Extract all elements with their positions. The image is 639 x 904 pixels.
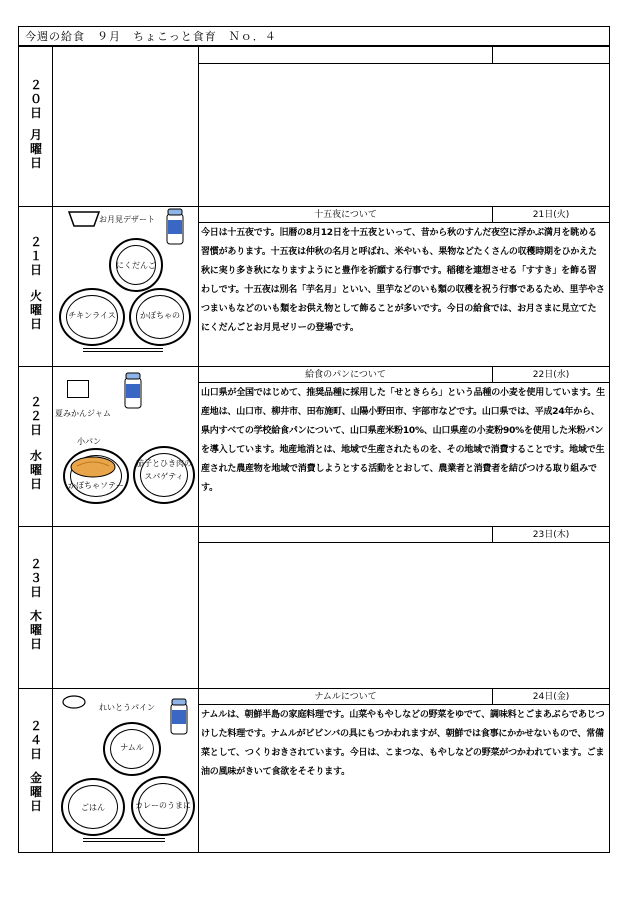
weekday-char: 日 (29, 156, 42, 170)
weekday-char: 日 (29, 637, 42, 651)
chopsticks-icon (83, 838, 165, 842)
weekday-char: 曜 (29, 623, 42, 637)
menu-item-label: チキンライス (68, 311, 116, 320)
menu-illustration-area (53, 366, 199, 526)
day-row-22 (19, 366, 609, 527)
day-column (19, 47, 53, 206)
menu-item-label: ナムル (120, 743, 144, 752)
weekday-char: 曜 (29, 303, 42, 317)
topic-date: 23日(木) (532, 530, 570, 540)
menu-item-label: かぼちゃの (140, 311, 180, 320)
info-header (199, 206, 609, 223)
day-number-digit: ２ (29, 557, 42, 571)
plate-icon (129, 288, 191, 346)
topic-date: 22日(水) (532, 370, 570, 380)
menu-item-label: お月見デザート (99, 215, 155, 224)
day-column (19, 206, 53, 366)
info-header (199, 366, 609, 383)
menu-item-label: ごはん (81, 803, 105, 812)
menu-item-label: 小パン (77, 437, 101, 446)
day-suffix: 日 (29, 263, 42, 277)
day-column (19, 366, 53, 526)
day-number-digit: ３ (29, 571, 42, 585)
weekday-char: 木 (29, 609, 42, 623)
plate-icon (61, 778, 125, 836)
page-title: 今週の給食 ９月 ちょこっと食育 Ｎｏ．４ (18, 26, 610, 46)
topic-title: 給食のパンについて (199, 366, 493, 382)
plate-icon (63, 448, 129, 504)
milk-bottle-icon (123, 372, 143, 410)
day-row-20 (19, 47, 609, 207)
info-column (199, 526, 609, 688)
menu-illustration-area (53, 47, 199, 206)
info-header (199, 688, 609, 705)
bread-roll-icon (69, 454, 117, 478)
jam-cup-icon (67, 380, 89, 398)
weekday-char: 月 (29, 128, 42, 142)
weekday-char: 曜 (29, 142, 42, 156)
menu-illustration-area (53, 688, 199, 852)
weekday-char: 日 (29, 477, 42, 491)
day-column (19, 526, 53, 688)
weekday-char: 日 (29, 317, 42, 331)
day-row-23 (19, 526, 609, 689)
fruit-cup-icon (61, 694, 87, 710)
plate-icon (59, 288, 125, 346)
day-suffix: 日 (29, 747, 42, 761)
day-number-digit: ２ (29, 719, 42, 733)
topic-title (199, 526, 493, 542)
info-header (199, 47, 609, 64)
menu-item-label: かぼちゃソテー (68, 481, 124, 490)
info-header (199, 526, 609, 543)
info-column (199, 688, 609, 852)
info-column (199, 366, 609, 526)
info-column (199, 47, 609, 206)
plate-icon (131, 776, 195, 836)
topic-date: 21日(火) (532, 210, 570, 220)
day-suffix: 日 (29, 423, 42, 437)
topic-body: 今日は十五夜です。旧暦の8月12日を十五夜といって、昔から秋のすんだ夜空に浮かぶ満月を眺める習慣があります。十五夜は仲秋の名月と呼ばれ、米やいも、果物などたくさんの収穫時期をひかえた秋に実り多き秋になりますようにと豊作を祈願する行事です。稲穂を連想させる「すすき」を飾る習わしです。十五夜は別名「芋名月」といい、里芋などのいも類の収穫を祝う行事であるため、里芋やさつまいもなどのいも類をお供え物として飾ることが多いです。今日の給食では、お月さまに見立てたにくだんごとお月見ゼリーの登場です。 (201, 228, 605, 333)
menu-illustration-area (53, 526, 199, 688)
menu-table (18, 46, 610, 853)
menu-item-label: れいとうパイン (99, 703, 155, 712)
day-suffix: 日 (29, 106, 42, 120)
menu-item-label: スパゲティ (144, 472, 184, 481)
weekday-char: 曜 (29, 785, 42, 799)
topic-title: 十五夜について (199, 206, 493, 222)
info-column (199, 206, 609, 366)
plate-icon (133, 446, 195, 504)
menu-illustration-area (53, 206, 199, 366)
milk-bottle-icon (165, 208, 185, 246)
day-number-digit: ２ (29, 235, 42, 249)
topic-date (493, 47, 609, 63)
day-number-digit: ０ (29, 92, 42, 106)
chopsticks-icon (83, 348, 163, 352)
day-number-digit: １ (29, 249, 42, 263)
menu-item-label: にくだんご (116, 261, 156, 270)
menu-item-label: カレーのうまに (135, 801, 191, 810)
weekday-char: 日 (29, 799, 42, 813)
day-suffix: 日 (29, 585, 42, 599)
dessert-cup-icon (67, 210, 101, 228)
day-number-digit: ４ (29, 733, 42, 747)
topic-date: 24日(金) (532, 692, 570, 702)
weekday-char: 火 (29, 289, 42, 303)
topic-body: ナムルは、朝鮮半島の家庭料理です。山菜やもやしなどの野菜をゆでて、調味料とごまあぶらであじつけした料理です。ナムルがビビンバの具にもつかわれますが、朝鮮では食事にかかせないもので、常備菜として、つくりおきされています。今日は、こまつな、もやしなどの野菜がつかわれています。ごま油の風味がきいて食欲をそそります。 (201, 710, 605, 777)
day-row-21 (19, 206, 609, 367)
day-row-24 (19, 688, 609, 852)
weekday-char: 曜 (29, 463, 42, 477)
weekday-char: 金 (29, 771, 42, 785)
day-column (19, 688, 53, 852)
day-number-digit: ２ (29, 78, 42, 92)
plate-icon (103, 722, 161, 776)
day-number-digit: ２ (29, 409, 42, 423)
topic-body: 山口県が全国ではじめて、推奨品種に採用した「せときらら」という品種の小麦を使用しています。生産地は、山口市、柳井市、田布施町、山陽小野田市、宇部市などです。山口県では、平成24年から、県内すべての学校給食パンについて、山口県産米粉10%、山口県産の小麦粉90%を使用した米粉パンを導入しています。地産地消とは、地域で生産されたものを、その地域で消費することです。地域で生産された農産物を地域で消費しようとする活動をとおして、農業者と消費者を結びつける取り組みです。 (201, 388, 605, 493)
topic-title (199, 47, 493, 63)
menu-item-label: 茄子とひき肉の (136, 459, 192, 468)
menu-item-label: 夏みかんジャム (55, 409, 111, 418)
plate-icon (109, 238, 163, 292)
topic-title: ナムルについて (199, 688, 493, 704)
milk-bottle-icon (169, 698, 189, 736)
day-number-digit: ２ (29, 395, 42, 409)
weekday-char: 水 (29, 449, 42, 463)
